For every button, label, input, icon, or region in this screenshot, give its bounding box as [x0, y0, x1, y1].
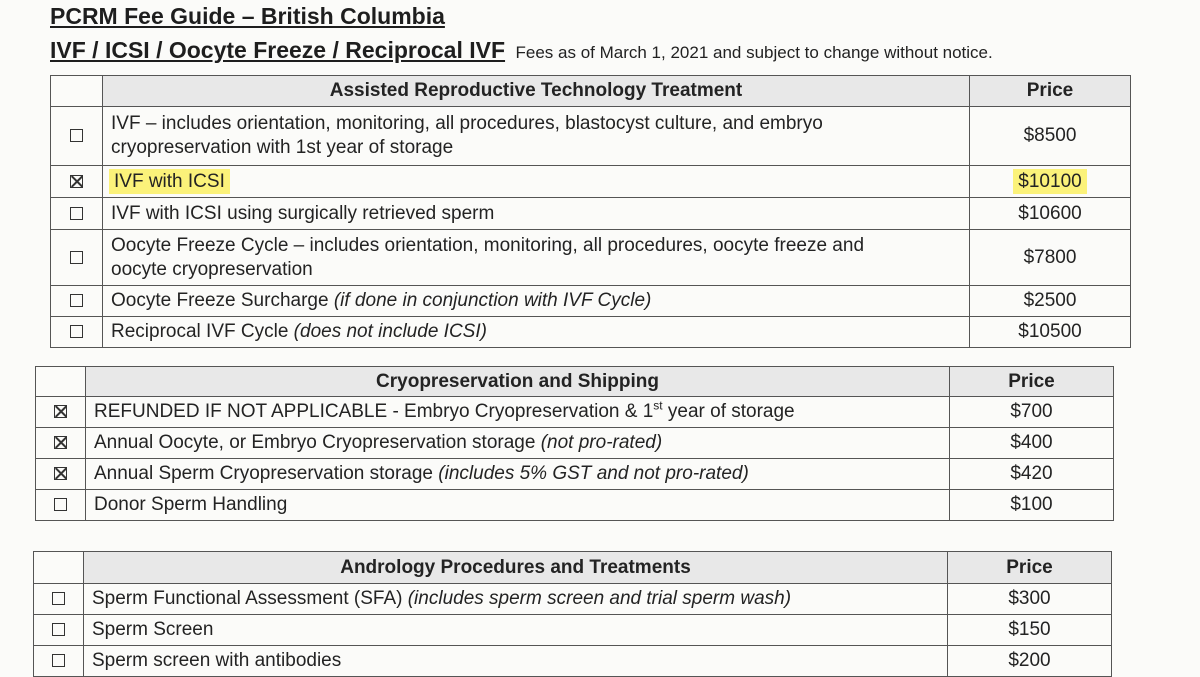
section-heading: Cryopreservation and Shipping	[86, 367, 950, 397]
item-price: $2500	[970, 286, 1131, 317]
item-price: $420	[950, 459, 1114, 490]
item-price: $7800	[970, 230, 1131, 286]
section-heading: Assisted Reproductive Technology Treatment	[103, 76, 970, 107]
checkbox[interactable]	[70, 325, 83, 338]
item-price: $300	[948, 584, 1112, 615]
table-row	[36, 428, 1114, 459]
highlighted-text: IVF with ICSI	[111, 171, 228, 192]
item-description: Sperm Functional Assessment (SFA) (includes sperm screen and trial sperm wash)	[84, 584, 948, 615]
item-price: $700	[950, 397, 1114, 428]
page-subtitle: IVF / ICSI / Oocyte Freeze / Reciprocal IVF	[50, 37, 506, 63]
table-row	[51, 166, 1131, 198]
table-row	[36, 459, 1114, 490]
andrology-fee-table	[33, 551, 1112, 677]
checkbox[interactable]	[70, 251, 83, 264]
checkbox-checked[interactable]	[54, 405, 67, 418]
item-description: Oocyte Freeze Surcharge (if done in conjunction with IVF Cycle)	[103, 286, 970, 317]
checkbox-checked[interactable]	[54, 467, 67, 480]
checkbox[interactable]	[70, 294, 83, 307]
checkbox[interactable]	[52, 623, 65, 636]
table-row	[51, 107, 1131, 166]
item-price: $200	[948, 646, 1112, 677]
checkbox[interactable]	[52, 654, 65, 667]
item-description: IVF – includes orientation, monitoring, all procedures, blastocyst culture, and embryo cryopreservation with 1st year of storage	[103, 107, 970, 166]
checkbox[interactable]	[70, 129, 83, 142]
item-description: Annual Oocyte, or Embryo Cryopreservation storage (not pro-rated)	[86, 428, 950, 459]
highlighted-price: $10100	[1015, 171, 1084, 192]
checkbox-header	[34, 552, 84, 584]
table-row	[51, 317, 1131, 348]
price-heading: Price	[970, 76, 1131, 107]
item-description: REFUNDED IF NOT APPLICABLE - Embryo Cryopreservation & 1st year of storage	[86, 397, 950, 428]
item-description: Sperm Screen	[84, 615, 948, 646]
section-heading: Andrology Procedures and Treatments	[84, 552, 948, 584]
price-heading: Price	[948, 552, 1112, 584]
item-price: $10500	[970, 317, 1131, 348]
table-row	[51, 230, 1131, 286]
item-description: Sperm screen with antibodies	[84, 646, 948, 677]
table-row	[51, 198, 1131, 230]
item-description: Oocyte Freeze Cycle – includes orientation, monitoring, all procedures, oocyte freeze and oocyte cryopreservation	[103, 230, 970, 286]
checkbox[interactable]	[70, 207, 83, 220]
checkbox[interactable]	[52, 592, 65, 605]
cryo-fee-table	[35, 366, 1114, 521]
table-row	[34, 615, 1112, 646]
checkbox-header	[51, 76, 103, 107]
item-description: Reciprocal IVF Cycle (does not include ICSI)	[103, 317, 970, 348]
item-description	[103, 166, 970, 198]
page-title: PCRM Fee Guide – British Columbia	[50, 3, 445, 29]
item-price: $150	[948, 615, 1112, 646]
item-price	[970, 166, 1131, 198]
table-row	[34, 646, 1112, 677]
subtitle-row	[50, 37, 993, 64]
price-heading: Price	[950, 367, 1114, 397]
checkbox-header	[36, 367, 86, 397]
item-price: $400	[950, 428, 1114, 459]
checkbox[interactable]	[54, 498, 67, 511]
item-description: Donor Sperm Handling	[86, 490, 950, 521]
item-description: IVF with ICSI using surgically retrieved sperm	[103, 198, 970, 230]
item-description: Annual Sperm Cryopreservation storage (includes 5% GST and not pro-rated)	[86, 459, 950, 490]
item-price: $8500	[970, 107, 1131, 166]
table-row	[36, 397, 1114, 428]
item-price: $10600	[970, 198, 1131, 230]
art-fee-table	[50, 75, 1131, 348]
checkbox-checked[interactable]	[70, 175, 83, 188]
table-row	[51, 286, 1131, 317]
checkbox-checked[interactable]	[54, 436, 67, 449]
item-price: $100	[950, 490, 1114, 521]
fees-note: Fees as of March 1, 2021 and subject to change without notice.	[515, 43, 993, 62]
table-row	[34, 584, 1112, 615]
table-row	[36, 490, 1114, 521]
